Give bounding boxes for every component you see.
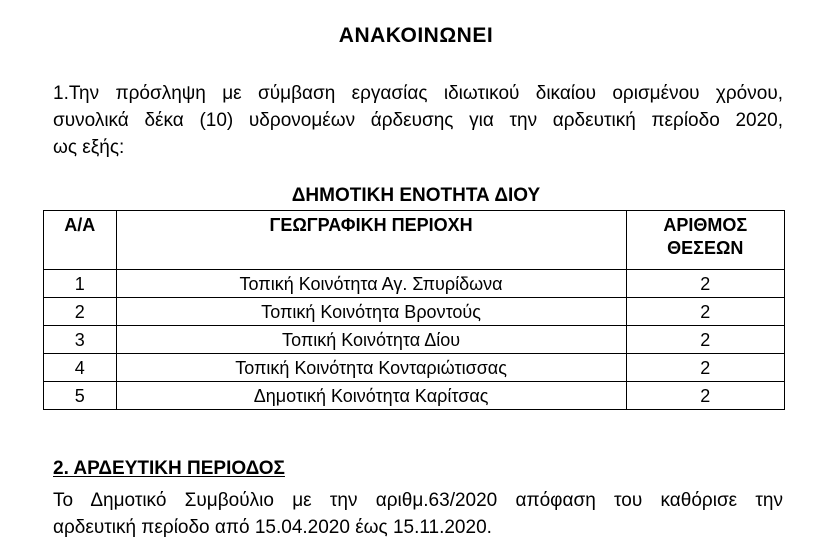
table-row xyxy=(44,354,785,382)
cell-count: 2 xyxy=(626,298,784,326)
cell-aa: 2 xyxy=(44,298,117,326)
header-count-line2: ΘΕΣΕΩΝ xyxy=(667,238,744,258)
header-count xyxy=(626,211,784,270)
section1-paragraph xyxy=(53,80,783,161)
cell-area: Τοπική Κοινότητα Δίου xyxy=(116,326,626,354)
section1-line: συνολικά δέκα (10) υδρονομέων άρδευσης για την αρδευτική περίοδο 2020, xyxy=(53,110,783,131)
section2-line: Το Δημοτικό Συμβούλιο με την αριθμ.63/2020 απόφαση του καθόρισε την xyxy=(53,490,783,511)
header-aa: Α/Α xyxy=(44,211,117,270)
section2-paragraph xyxy=(53,487,783,541)
cell-aa: 3 xyxy=(44,326,117,354)
announcement-heading: ΑΝΑΚΟΙΝΩΝΕΙ xyxy=(338,24,494,47)
section2-heading: 2. ΑΡΔΕΥΤΙΚΗ ΠΕΡΙΟΔΟΣ xyxy=(53,458,285,479)
header-area: ΓΕΩΓΡΑΦΙΚΗ ΠΕΡΙΟΧΗ xyxy=(116,211,626,270)
cell-area: Τοπική Κοινότητα Αγ. Σπυρίδωνα xyxy=(116,270,626,298)
header-count-line1: ΑΡΙΘΜΟΣ xyxy=(663,215,748,235)
cell-count: 2 xyxy=(626,354,784,382)
table-row xyxy=(44,382,785,410)
section1-line: ως εξής: xyxy=(53,137,125,158)
cell-area: Τοπική Κοινότητα Κονταριώτισσας xyxy=(116,354,626,382)
section2-line: αρδευτική περίοδο από 15.04.2020 έως 15.11.2020. xyxy=(53,517,492,538)
cell-count: 2 xyxy=(626,270,784,298)
table-row xyxy=(44,326,785,354)
cell-area: Δημοτική Κοινότητα Καρίτσας xyxy=(116,382,626,410)
cell-aa: 4 xyxy=(44,354,117,382)
cell-aa: 5 xyxy=(44,382,117,410)
cell-count: 2 xyxy=(626,326,784,354)
table-row xyxy=(44,270,785,298)
table-caption: ΔΗΜΟΤΙΚΗ ΕΝΟΤΗΤΑ ΔΙΟΥ xyxy=(291,185,541,206)
cell-area: Τοπική Κοινότητα Βροντούς xyxy=(116,298,626,326)
section1-line: 1.Την πρόσληψη με σύμβαση εργασίας ιδιωτικού δικαίου ορισμένου χρόνου, xyxy=(53,83,783,104)
cell-aa: 1 xyxy=(44,270,117,298)
table-row xyxy=(44,298,785,326)
positions-table xyxy=(43,210,785,410)
cell-count: 2 xyxy=(626,382,784,410)
table-header-row xyxy=(44,211,785,270)
